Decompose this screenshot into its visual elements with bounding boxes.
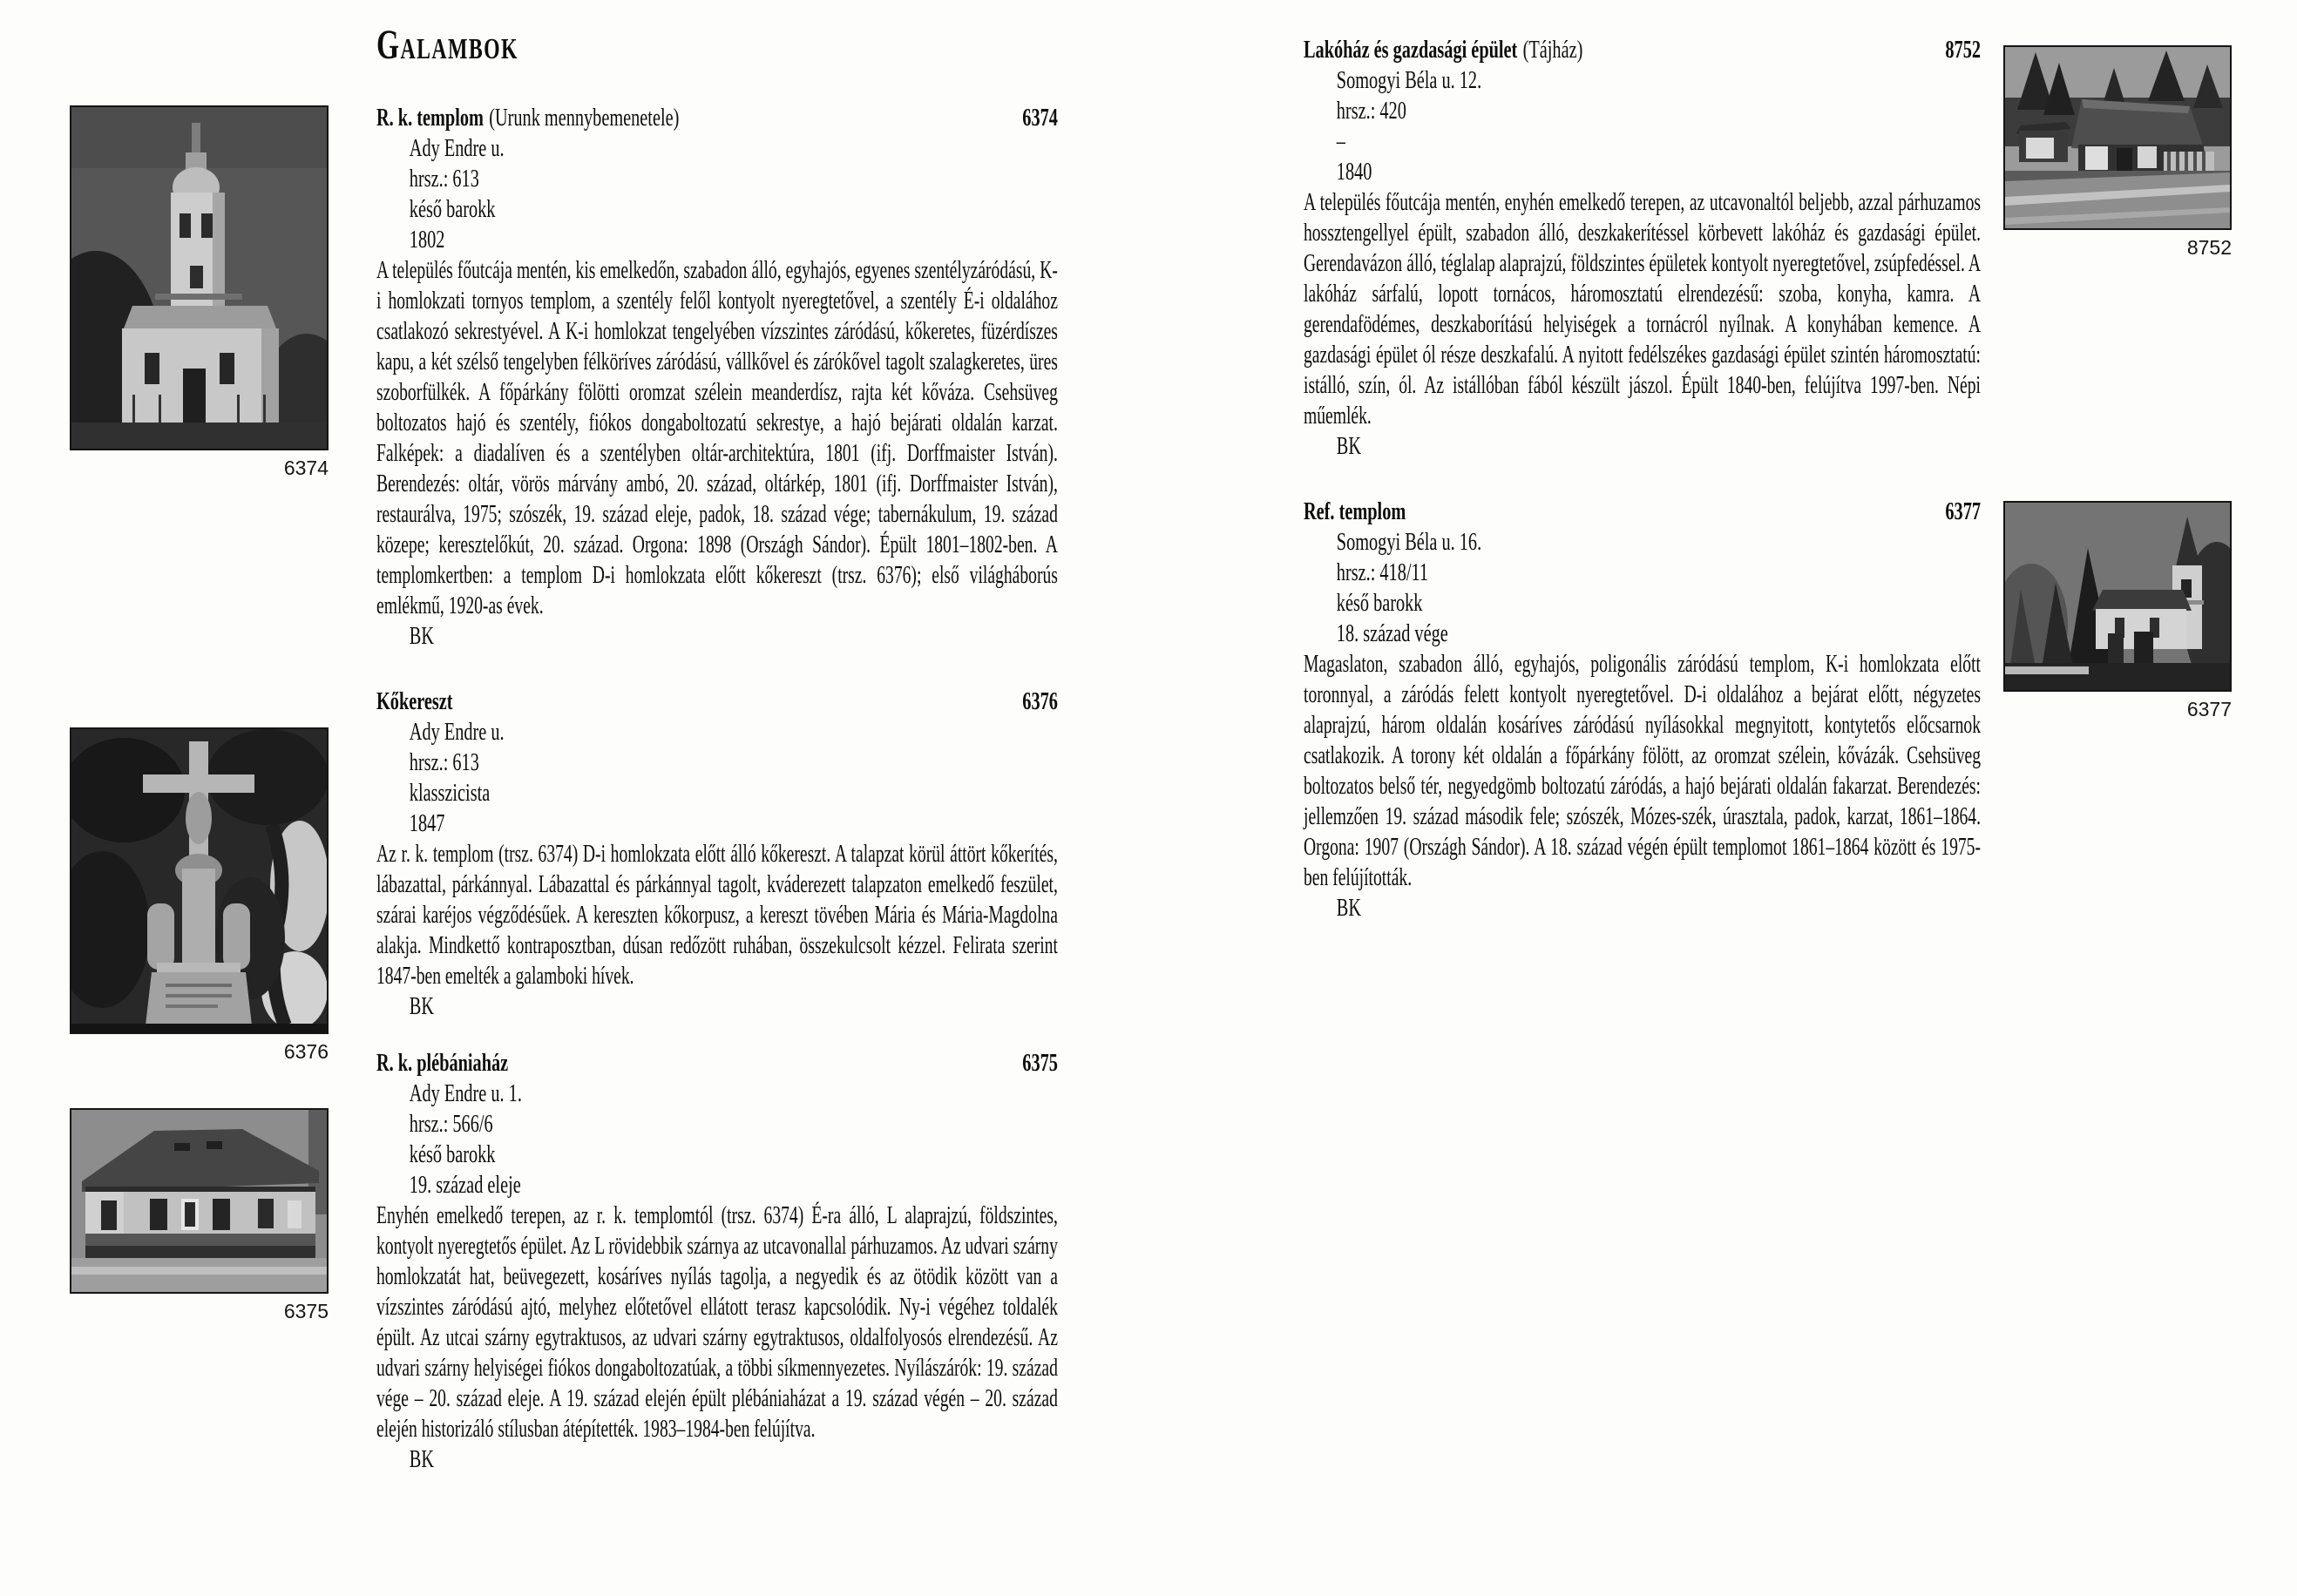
photo-frame [70, 105, 329, 450]
photo-caption: 6376 [283, 1040, 329, 1063]
entry-details [376, 1079, 1058, 1200]
entry-heading [376, 686, 1058, 717]
photo-frame [2003, 45, 2232, 230]
entry-parcel: hrsz.: 566/6 [409, 1110, 493, 1138]
entry-title-bold: Kőkereszt [376, 687, 453, 715]
entry-title-rest: (Tájház) [1522, 36, 1583, 64]
stone-cross-photo-illustration [71, 729, 327, 1032]
entry-date: 1840 [1336, 158, 1372, 186]
photo-rk-templom [70, 105, 329, 479]
entry-heading [376, 103, 1058, 133]
entry-title [376, 686, 458, 717]
church-photo-illustration [71, 107, 327, 449]
entry-title-bold: R. k. plébániaház [376, 1049, 509, 1077]
entry-tajhaz [1304, 35, 1981, 462]
entry-number: 6375 [1022, 1049, 1058, 1077]
entry-title-bold: Ref. templom [1304, 497, 1406, 525]
entry-parcel: hrsz.: 420 [1336, 97, 1406, 125]
photo-caption: 6374 [283, 456, 329, 479]
entry-style: késő barokk [409, 195, 496, 223]
photo-frame [70, 1108, 329, 1294]
entry-address: Ady Endre u. 1. [409, 1079, 522, 1107]
entry-address: Ady Endre u. [409, 134, 505, 162]
entry-style: késő barokk [409, 1140, 496, 1168]
entry-body: A település főutcája mentén, kis emelkedőn, szabadon álló, egyhajós, egyenes szentélyzáródású, K-i homlokzati tornyos templom, a szentély felől kontyolt nyeregtetővel, a szentély É-i oldalához csatlakozó sekrestyével. A K-i homlokzat tengelyében vízszintes záródású, kőkeretes, füzérdíszes kapu, a két szélső tengelyben félköríves záródású, vállkővel és zárókővel tagolt szalagkeretes, üres szoborfülkék. A főpárkány fölötti oromzat szélein meanderdísz, rajta két kőváza. Csehsüveg boltozatos hajó és szentély, fiókos dongaboltozatú sekrestye, a hajó bejárati oldalán karzat. Falképek: a diadalíven és a szentélyben oltár-architektúra, 1801 (ifj. Dorffmaister István). Berendezés: oltár, vörös márvány ambó, 20. század, oltárkép, 1801 (ifj. Dorffmaister István), restaurálva, 1975; szószék, 19. század eleje, padok, 18. század vége; tabernákulum, 19. század közepe; keresztelőkút, 20. század. Orgona: 1898 (Országh Sándor). Épült 1801–1802-ben. A templomkertben: a templom D-i homlokzata előtt kőkereszt (trsz. 6376); első világháborús emlékmű, 1920-as évek. [376, 257, 1058, 619]
page-title: Galambok [376, 22, 518, 68]
entry-body: Magaslaton, szabadon álló, egyhajós, poligonális záródású templom, K-i homlokzata előtt toronnyal, a záródás felett kontyolt nyeregtetővel. D-i oldalához a bejárat előtt, négyzetes alaprajzú, három oldalán kosáríves záródású nyílásokkal megnyitott, kontytetős előcsarnok csatlakozik. A torony két oldalán a főpárkány fölött, az oromzat szélein, kővázák. Csehsüveg boltozatos belső tér, negyedgömb boltozatú záródás, a hajó bejárati oldalán fakarzat. Berendezés: jellemzően 19. század második fele; szószék, Mózes-szék, úrasztala, padok, karzat, 1861–1864. Orgona: 1907 (Országh Sándor). A 18. század végén épült templomot 1861–1864 között és 1975-ben felújították. [1304, 651, 1981, 891]
photo-plebaniahaz [70, 1108, 329, 1322]
thatched-house-photo-illustration [2005, 47, 2230, 228]
right-text-column [1304, 35, 1981, 923]
entry-parcel: hrsz.: 418/11 [1336, 558, 1429, 586]
entry-address: Somogyi Béla u. 12. [1336, 66, 1482, 94]
photo-frame [70, 727, 329, 1034]
entry-title-rest: (Urunk mennybemenetele) [489, 104, 680, 132]
entry-signature: BK [1336, 894, 1362, 922]
entry-signature: BK [409, 622, 435, 650]
entry-title-bold: Lakóház és gazdasági épület [1304, 36, 1518, 64]
entry-style: – [1336, 127, 1345, 155]
entry-kokereszt [376, 686, 1058, 1022]
entry-style: késő barokk [1336, 589, 1423, 617]
entry-body: Enyhén emelkedő terepen, az r. k. templomtól (trsz. 6374) É-ra álló, L alaprajzú, földszintes, kontyolt nyeregtetős épület. Az L rövidebbik szárnya az utcavonallal párhuzamos. Az udvari szárny homlokzatát hat, beüvegezett, kosáríves nyílás tagolja, a negyedik és az ötödik között van a vízszintes záródású ajtó, melyhez előtetővel ellátott terasz kapcsolódik. Ny-i végéhez toldalék épült. Az utcai szárny egytraktusos, az udvari szárny egytraktusos, oldalfolyosós elrendezésű. Az udvari szárny helyiségei fiókos dongaboltozatúak, a többi síkmennyezetes. Nyílászárók: 19. század vége – 20. század eleje. A 19. század elején épült plébániaházat a 19. század végén – 20. század elején historizáló stílusban átépítették. 1983–1984-ben felújítva. [376, 1202, 1058, 1443]
entry-heading [376, 1048, 1058, 1079]
reformed-church-photo-illustration [2005, 503, 2230, 690]
photo-caption: 6375 [283, 1300, 329, 1322]
entry-signature: BK [409, 992, 435, 1020]
entry-address: Ady Endre u. [409, 718, 505, 746]
entry-address: Somogyi Béla u. 16. [1336, 528, 1482, 556]
photo-ref-templom [2003, 501, 2232, 720]
entry-details [1304, 527, 1981, 649]
parish-house-photo-illustration [71, 1110, 327, 1292]
entry-number: 6376 [1022, 687, 1058, 715]
photo-caption: 8752 [2186, 236, 2232, 259]
entry-body: Az r. k. templom (trsz. 6374) D-i homlokzata előtt álló kőkereszt. A talapzat körül áttört kőkerítés, lábazattal, párkánnyal. Lábazattal és párkánnyal tagolt, kváderezett talapzaton emelkedő feszület, szárai karéjos végződésűek. A kereszten kőkorpusz, a kereszt tövében Mária és Mária-Magdolna alakja. Mindkettő kontraposztban, dúsan redőzött ruhában, összekulcsolt kézzel. Felirata szerint 1847-ben emelték a galamboki hívek. [376, 841, 1058, 990]
entry-parcel: hrsz.: 613 [409, 748, 479, 776]
entry-plebaniahaz [376, 1048, 1058, 1475]
photo-caption: 6377 [2186, 698, 2232, 720]
entry-signature: BK [1336, 432, 1362, 460]
entry-date: 1802 [409, 226, 445, 254]
entry-heading [1304, 497, 1981, 527]
photo-frame [2003, 501, 2232, 692]
entry-style: klasszicista [409, 779, 491, 807]
entry-details [376, 717, 1058, 839]
entry-details [1304, 65, 1981, 187]
entry-title [376, 1048, 513, 1079]
entry-rk-templom [376, 103, 1058, 652]
entry-signature: BK [409, 1445, 435, 1473]
entry-date: 19. század eleje [409, 1171, 521, 1199]
entry-body: A település főutcája mentén, enyhén emelkedő terepen, az utcavonaltól beljebb, azzal párhuzamos hossztengellyel épült, szabadon álló, deszkakerítéssel körbevett lakóház és gazdasági épület. Gerendavázon álló, téglalap alaprajzú, földszintes épületek kontyolt nyeregtetővel, zsúpfedéssel. A lakóház sárfalú, lopott tornácos, háromosztatú elrendezésű: szoba, konyha, kamra. A gerendafödémes, deszkaborítású helyiségek a tornácról nyílnak. A konyhában kemence. A gazdasági épület ól része deszkafalú. A nyitott fedélszékes gazdasági épület szintén háromosztatú: istálló, szín, ól. Az istállóban fából készült jászol. Épült 1840-ben, felújítva 1997-ben. Népi műemlék. [1304, 189, 1981, 429]
left-text-column [376, 23, 1058, 1475]
entry-title [376, 103, 679, 133]
photo-tajhaz [2003, 45, 2232, 259]
entry-number: 8752 [1945, 36, 1981, 64]
entry-date: 1847 [409, 809, 445, 837]
entry-title [1304, 497, 1412, 527]
entry-ref-templom [1304, 497, 1981, 923]
entry-number: 6374 [1022, 104, 1058, 132]
entry-title [1304, 35, 1582, 65]
entry-date: 18. század vége [1336, 619, 1448, 647]
entry-title-bold: R. k. templom [376, 104, 484, 132]
entry-details [376, 133, 1058, 255]
entry-heading [1304, 35, 1981, 65]
entry-number: 6377 [1945, 497, 1981, 525]
entry-parcel: hrsz.: 613 [409, 165, 479, 193]
photo-kokereszt [70, 727, 329, 1063]
